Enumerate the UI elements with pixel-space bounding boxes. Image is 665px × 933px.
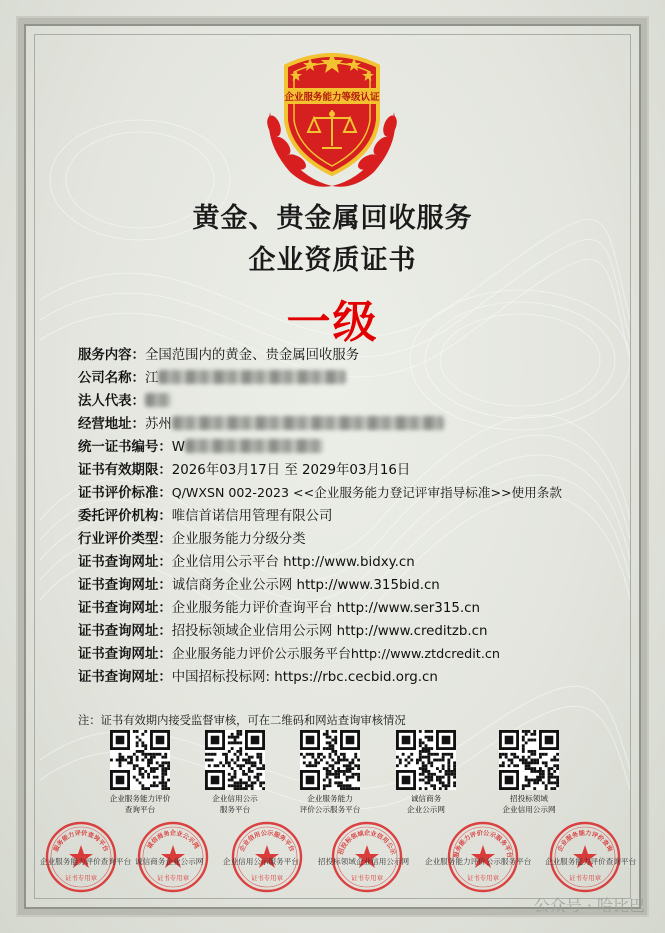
field-evaluation-type [78, 528, 306, 547]
field-label: 委托评价机构： [78, 509, 172, 524]
field-query-url [78, 620, 488, 639]
field-label: 证书查询网址： [78, 601, 172, 616]
field-value: 招投标领域企业信用公示网 http://www.creditzb.cn [171, 624, 488, 639]
qr-caption: 企业信用公示 服务平台 [212, 794, 258, 814]
field-company-name [78, 367, 346, 386]
field-query-url [78, 597, 480, 616]
stamp-caption: 企业服务能力评价查询平台 [40, 857, 132, 866]
field-evaluation-agency [78, 505, 332, 524]
field-value: 企业服务能力评价公示服务平台http://www.ztdcredit.cn [171, 647, 501, 662]
stamp-caption: 诚信商务企业公示网 [135, 857, 204, 866]
field-evaluation-standard [78, 482, 562, 501]
stamp-caption: 招投标领域企业信用公示网 [318, 857, 410, 866]
field-label: 证书有效期限： [78, 463, 172, 478]
seal-bottom-text: 证书专用章 [65, 874, 97, 882]
redacted-text [172, 416, 444, 430]
field-value: Q/WXSN 002-2023 <<企业服务能力登记评审指导标准>>使用条款 [171, 485, 562, 500]
seal-ring-text: 企业服务能力评价查询 [556, 829, 614, 853]
field-value: 苏州 [144, 417, 172, 432]
field-value: 企业信用公示平台 http://www.bidxy.cn [171, 555, 415, 570]
seal-bottom-text: 证书专用章 [467, 874, 499, 882]
field-label: 统一证书编号： [78, 440, 172, 455]
certification-emblem [252, 42, 412, 192]
seal-ring-text: 招投标领域企业信用公示 [337, 830, 397, 856]
field-query-url [78, 666, 438, 685]
field-label: 行业评价类型： [78, 532, 172, 547]
field-value: 企业服务能力评价查询平台 http://www.ser315.cn [171, 601, 480, 616]
redacted-text [145, 393, 171, 407]
seal-bottom-text: 证书专用章 [251, 874, 283, 882]
field-service-content [78, 344, 359, 363]
field-certificate-number [78, 436, 323, 455]
qr-caption: 诚信商务 企业公示网 [407, 794, 445, 814]
qr-code[interactable] [499, 730, 559, 790]
qr-caption: 企业服务能力评价 查询平台 [109, 794, 171, 814]
seal-ring-text: 诚信商务企业公示网 [146, 830, 200, 851]
field-value: 江 [144, 371, 159, 386]
emblem-text: 企业服务能力等级认证 [284, 92, 380, 103]
field-value: 企业服务能力分级分类 [171, 532, 306, 547]
certificate-title-line2: 企业资质证书 [248, 245, 417, 276]
seal-ring-text: 企业信用公示服务平台 [238, 829, 296, 853]
field-value: 诚信商务企业公示网 http://www.315bid.cn [171, 578, 440, 593]
redacted-text [185, 439, 323, 453]
field-label: 经营地址： [78, 417, 145, 432]
qr-code[interactable] [110, 730, 170, 790]
watermark-text: 公众号 · 哈比巴 [533, 896, 645, 915]
field-validity-period [78, 459, 410, 478]
grade-level: 一级 [286, 297, 379, 348]
seal-bottom-text: 证书专用章 [569, 874, 601, 882]
seal-bottom-text: 证书专用章 [157, 874, 189, 882]
seal-bottom-text: 证书专用章 [351, 874, 383, 882]
qr-code[interactable] [396, 730, 456, 790]
field-query-url [78, 574, 440, 593]
field-label: 证书查询网址： [78, 578, 172, 593]
field-value: 全国范围内的黄金、贵金属回收服务 [144, 348, 360, 363]
seal-ring-text: 服务能力评价公示服务平台 [452, 829, 514, 859]
field-label: 证书查询网址： [78, 647, 172, 662]
stamp-caption: 企业信用公示服务平台 [223, 857, 299, 866]
field-value: 中国招标投标网: https://rbc.cecbid.org.cn [171, 670, 438, 685]
seal-ring-text: 服务能力评价查询平台 [52, 829, 110, 853]
field-business-address [78, 413, 444, 432]
field-legal-representative [78, 390, 171, 409]
supervision-note: 注：证书有效期内接受监督审核，可在二维码和网站查询审核情况 [78, 714, 406, 727]
field-label: 公司名称： [78, 371, 145, 386]
qr-caption: 企业服务能力 评价公示服务平台 [299, 794, 361, 814]
field-query-url [78, 551, 415, 570]
field-label: 服务内容： [78, 348, 145, 363]
field-label: 证书查询网址： [78, 555, 172, 570]
field-query-url [78, 643, 500, 662]
field-label: 法人代表： [78, 394, 145, 409]
qr-code[interactable] [205, 730, 265, 790]
field-label: 证书评价标准： [78, 486, 172, 501]
redacted-text [158, 370, 346, 384]
certificate-title-line1: 黄金、贵金属回收服务 [192, 203, 473, 234]
qr-caption: 招投标领域 企业信用公示网 [502, 794, 556, 814]
field-label: 证书查询网址： [78, 624, 172, 639]
field-value: W [171, 440, 185, 455]
field-value: 唯信首诺信用管理有限公司 [171, 509, 333, 524]
field-label: 证书查询网址： [78, 670, 172, 685]
qr-code[interactable] [300, 730, 360, 790]
stamp-caption: 企业服务能力评价查询平台 [545, 857, 637, 866]
field-value: 2026年03月17日 至 2029年03月16日 [171, 463, 411, 478]
stamp-caption: 企业服务能力评价公示服务平台 [425, 857, 532, 866]
